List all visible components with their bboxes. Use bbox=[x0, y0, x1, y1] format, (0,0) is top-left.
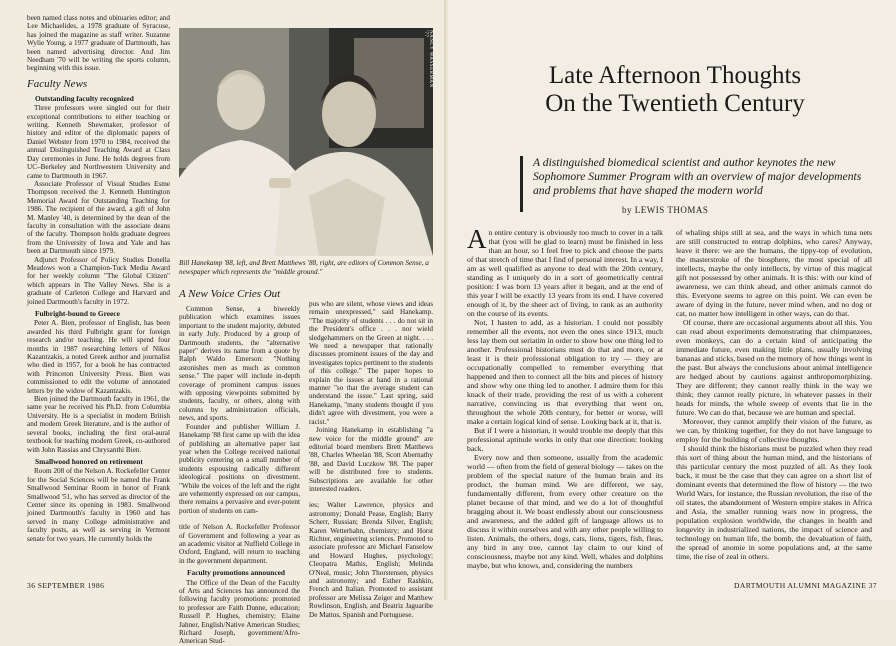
article-deck: A distinguished biomedical scientist and author keynotes the new Sophomore Summer Program with an overview of major developments and problems that have shaped the modern world bbox=[533, 156, 862, 198]
editors-photo bbox=[179, 28, 433, 256]
paragraph: ies; Walter Lawrence, physics and astronomy; Donald Pease, English; Barry Scherr, Russian; Brenda Silver, English; Karen Wetterhahn, chemistry; and Horst Richter, engineering sciences. Promoted to associate professor are Michael Fanselow and Howard Hughes, psychology; Cleopatra Mathis, English; Melinda O'Neal, music; John Thorstensen, physics and astronomy; and Esther Rashkin, French and Italian. Promoted to assistant professor are Melissa Zeiger and Matthew Rowlinson, English, and Beatriz Jaguaribe De Mattos, Spanish and Portuguese. bbox=[309, 501, 433, 619]
left-folio: 36 SEPTEMBER 1986 bbox=[27, 581, 105, 590]
left-column-3 bbox=[309, 300, 433, 619]
title-line-2: On the Twentieth Century bbox=[545, 90, 805, 117]
paragraph: Room 208 of the Nelson A. Rockefeller Center for the Social Sciences will be named the Frank Smallwood Seminar Room in honor of Frank Smallwood '51, who has served as director of the Center since its opening in 1983. Smallwood joined Dartmouth's faculty in 1960 and has served in many College administrative and faculty posts, as well as serving in Vermont senate for two years. He currently holds the bbox=[27, 467, 170, 543]
article-title bbox=[480, 62, 870, 118]
paragraph: Every now and then someone, usually from the academic world — often from the field of general biology — takes on the problem of the special nature of the human brain and its product, the human mind. We are different, we say, fundamentally different, from every other creature on the planet because of that mind, and we do a lot of thoughtful bragging about it. We boast endlessly about our consciousness and awareness, and the added gift of language allows us to discuss it within ourselves and with any other people willing to listen. Animals, the others, dogs, cats, lions, tigers, fish, fleas, any bird in any tree, cannot lay claim to our kind of consciousness, maybe not any kind. Well, whales and dolphins maybe, but who knows, and, considering the numbers bbox=[467, 453, 663, 570]
paragraph: title of Nelson A. Rockefeller Professor of Government and following a year as an academic visitor at Nuffield College in Oxford, England, will return to teaching in the government department. bbox=[179, 523, 300, 565]
paragraph: Associate Professor of Visual Studies Esme Thompson received the J. Kenneth Huntington Memorial Award for Outstanding Teaching for 1986. The recipient of the award, a gift of John M. Manley '40, is determined by the dean of the faculty in consultation with the associate deans of the faculty. Thompson holds graduate degrees from the University of Iowa and Yale and has been at Dartmouth since 1979. bbox=[27, 179, 170, 256]
intro-paragraph: been named class notes and obituaries editor; and Lee Michaelides, a 1978 graduate of Syracuse, has joined the magazine as staff writer. Suzanne Wylie Young, a 1977 graduate of Dartmouth, has been named advertising director. And Jim Needham '70 will be writing the sports column, beginning with this issue. bbox=[27, 14, 170, 73]
paragraph: Of course, there are occasional arguments about all this. You can read about experiments demonstrating that chimpanzees, even monkeys, can do a certain kind of anticipating the immediate future, even making little plans, usually involving bananas and sticks, based on the memory of how things went in the past. But always the conclusions about animal intelligence are hedged about by cautions against anthropomorphizing. They are different; they cannot really think in the way we think; they cannot really picture, in whatever passes in their heads for minds, the whole sweep of events that lie in the future. We can do that, because we are human and special. bbox=[676, 318, 872, 417]
paragraph: pus who are silent, whose views and ideas remain unexpressed," said Hanekamp. "The majority of students . . . do not sit in the President's office . . . nor wield sledgehammers on the Green at night. . . . We need a newspaper that rationally discusses prominent issues of the day and investigates topics pertinent to the students of this college." The paper hopes to explain the issues at hand in a rational manner "so that the average student can understand the issue." Last spring, said Hanekamp, "many students thought if you didn't agree with divestment, you were a racist." bbox=[309, 300, 433, 426]
paragraph: Joining Hanekamp in establishing "a new voice for the middle ground" are editorial board members Brett Matthews '88, Charles Wheelan '88, Scott Abernathy '88, and David Luczkow '88. The paper will be distributed free to students. Subscriptions are available for other interested readers. bbox=[309, 426, 433, 493]
paragraph: Three professors were singled out for their exceptional contributions to either teaching or writing. Kenneth Shewmaker, professor of history and editor of the diplomatic papers of Daniel Webster from 1970 to 1984, received the annual Distinguished Teaching Award at Class Day ceremonies in June. He holds degrees from UC–Berkeley and Northwestern University and came to Dartmouth in 1967. bbox=[27, 104, 170, 180]
left-page bbox=[0, 0, 446, 646]
right-column-2 bbox=[676, 228, 872, 561]
promotions-heading: Faculty promotions announced bbox=[187, 568, 286, 578]
paragraph: Peter A. Bien, professor of English, has been awarded his third Fulbright grant for foreign research and/or teaching. He will spend four months in 1987 researching letters of Nikos Kazantzakis, a noted Greek author and journalist who died in 1957, for a book he has contracted with Princeton University Press. Bien was commissioned to edit the volume of annotated letters by the widow of Kazantzakis. bbox=[27, 319, 170, 395]
paragraph: Adjunct Professor of Policy Studies Donella Meadows won a Champion-Tuck Media Award for her weekly column "The Global Citizen" which appears in The Valley News. She is a graduate of Carleton College and Harvard and joined Dartmouth's faculty in 1972. bbox=[27, 255, 170, 306]
deck-rule bbox=[520, 156, 523, 212]
paragraph: Common Sense, a biweekly publication which examines issues important to the student majority, debuted in early July. Produced by a group of Dartmouth students, the "alternative paper" derives its name from a quote by Ralph Waldo Emerson: "Nothing astonishes men as much as common sense." The paper will include in-depth coverage of prominent campus issues with opposing viewpoints submitted by students, faculty, or others, along with columns by administration officials, news, and sports. bbox=[179, 305, 300, 423]
paragraph: n entire century is obviously too much to cover in a talk that (you will be glad to learn) must be finished in less than an hour, so I feel free to pick and choose the parts of that stretch of time that I find of personal interest. In a way, I am as well qualified as anyone to deal with the 20th century, standing as I uniquely do in a sort of geometrically central position: I was born 13 years after it began, and at the end of this year I will be exactly 13 years from its end. I have covered enough of it, by the sheer act of living, to rank as an authority on the course of its events. bbox=[467, 228, 663, 318]
paragraph: I should think the historians must be puzzled when they read this sort of thing about the human mind, and the historians of this particular century the most puzzled of all. As they look back, it must be the case that they can agree on a short list of dominant events that determined the flow of history — the two World Wars, for instance, the Russian revolution, the rise of the oil states, the abandonment of Western empire stakes in Africa and Asia, the smaller running wars now in progress, the population explosion worldwide, the changes in health and longevity in industrialized nations, the impact of science and technology on human life, the bomb, the devaluation of faith, the spread of anomie in some populations and, at the same time, the rise of zeal in others. bbox=[676, 444, 872, 561]
new-voice-heading: A New Voice Cries Out bbox=[179, 288, 281, 300]
fulbright-heading: Fulbright-bound to Greece bbox=[35, 309, 120, 318]
paragraph: Not, I hasten to add, as a historian. I could not possibly remember all the events, not even the ones since 1913, much less lay them out seriatim in order to show how one thing led to another. Professional historians must do that and more, or at least it is their professional obligation to try — they are occupationally compelled to remember everything that happened and then to connect all the bits and pieces of history and show why one thing led to another. I admire them for this knack of their trade, providing the rest of us with a coherent narrative, convincing us that everything that went on, throughout the whole 20th century, for better or worse, will make a certain logical kind of sense. Looking back at it, that is. bbox=[467, 318, 663, 426]
faculty-news-heading: Faculty News bbox=[27, 77, 88, 90]
article-byline: by LEWIS THOMAS bbox=[622, 205, 709, 215]
paragraph: The Office of the Dean of the Faculty of Arts and Sciences has announced the following faculty promotions: promoted to professor are Faith Dunne, education; Russell P. Hughes, chemistry; Elaine Jahner, English/Native American Studies; Richard Joseph, government/Afro-American Stud- bbox=[179, 578, 300, 646]
paragraph: Bien joined the Dartmouth faculty in 1961, the same year he received his Ph.D. from Columbia University. He is a specialist in modern British and modern Greek literature, and is the author of several books, including the first oral-aural textbook for teaching modern Greek, co-authored with John Rassias and Chrysanthi Bien. bbox=[27, 395, 170, 454]
outstanding-faculty-heading: Outstanding faculty recognized bbox=[35, 93, 134, 103]
paragraph: Moreover, they cannot amplify their vision of the future, as we can, by thinking together, for they do not have language to employ for the building of collective thoughts. bbox=[676, 417, 872, 444]
paragraph: of whaling ships still at sea, and the ways in which tuna nets are still constructed to entrap dolphins, who cares? Anyway, leave it there: we are the humans, the tippy-top of evolution, the masterstroke of the biosphere, the most special of all intellects, maybe the only intellects, by virtue of this magical gift not possessed by other animals. It is this: with our kind of awareness, we can think ahead, and other animals cannot do this. Everyone seems to agree on this point. We can even be aware of dying in the future, never mind when, and no dog or cat, no matter how intelligent in other ways, can do that. bbox=[676, 228, 872, 318]
title-line-1: Late Afternoon Thoughts bbox=[548, 62, 802, 89]
right-folio: DARTMOUTH ALUMNI MAGAZINE 37 bbox=[734, 581, 877, 590]
paragraph: Founder and publisher William J. Hanekamp '88 first came up with the idea of publishing an alternative paper last year when the College received national publicity centering on a small number of students espousing radically different ideological positions on divestment. "While the voices of the left and the right are vehemently expressed on our campus, there remains a pervasive and ever-potent portion of students on cam- bbox=[179, 422, 300, 515]
left-column-1 bbox=[27, 14, 170, 543]
paragraph: But if I were a historian, it would trouble me deeply that this professional aptitude works in only that one direction: looking back. bbox=[467, 426, 663, 453]
drop-cap: A bbox=[467, 224, 487, 254]
smallwood-heading: Smallwood honored on retirement bbox=[35, 456, 143, 466]
left-column-2 bbox=[179, 286, 300, 646]
photo-caption: Bill Hanekamp '88, left, and Brett Matthews '88, right, are editors of Common Sense, a newspaper which represents the "middle ground." bbox=[179, 259, 429, 276]
photo-credit: NANCY WASSERMAN '77 bbox=[423, 30, 433, 88]
right-column-1 bbox=[467, 224, 663, 570]
photo-illustration bbox=[179, 28, 433, 256]
